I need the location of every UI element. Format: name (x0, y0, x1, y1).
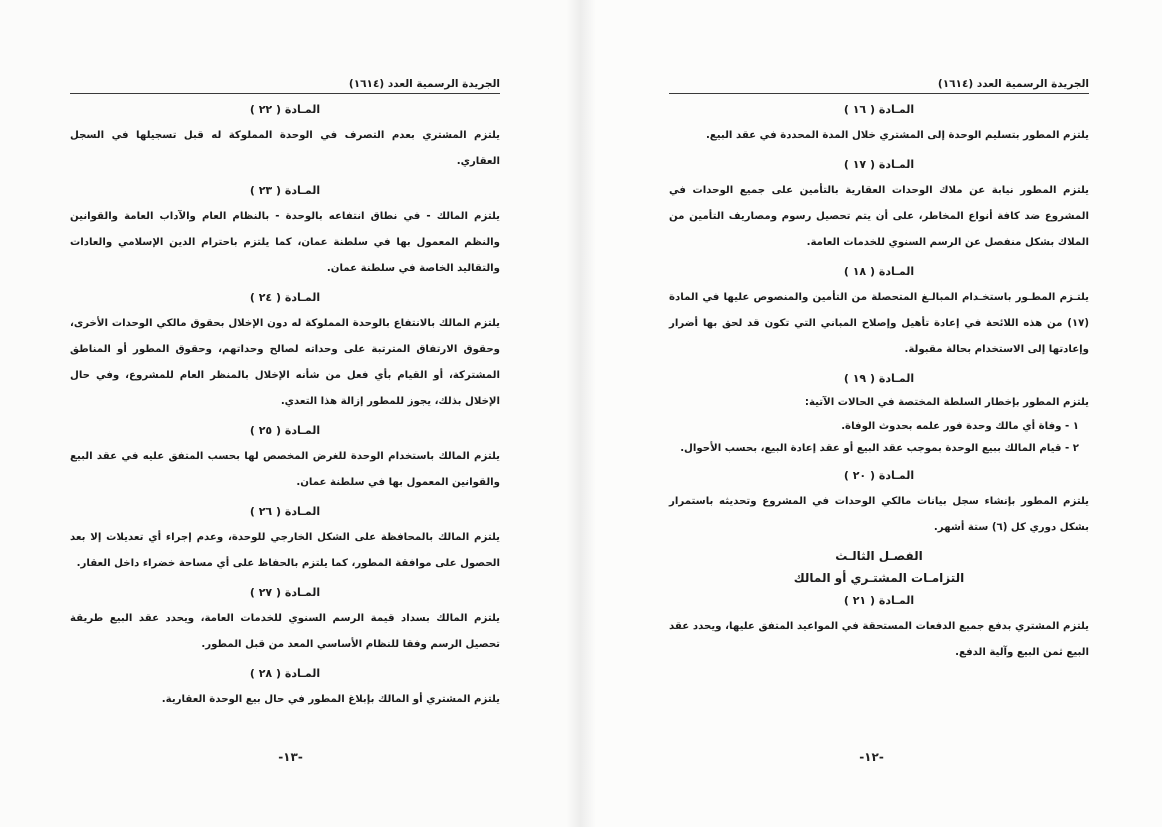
article-heading: المـادة ( ١٧ ) (843, 158, 915, 171)
chapter-heading: الفصـل الثالـث (835, 549, 923, 563)
article-text: يلتزم المطور بإنشاء سجل بيانات مالكي الوحدات في المشروع وتحديثه باستمرار بشكل دوري كل (٦) ستة أشهر. (669, 496, 1089, 533)
list-item: ١ - وفاة أي مالك وحدة فور علمه بحدوث الوفاة. (841, 421, 1079, 432)
article-text: يلتزم المالك - في نطاق انتفاعه بالوحدة - بالنظام العام والآداب العامة والقوانين والنظم المعمول بها في سلطنة عمان، كما يلتزم باحترام الدين الإسلامي والعادات والتقاليد الخاصة في سلطنة عمان. (70, 211, 500, 274)
article-text: يلتزم المشتري بعدم التصرف في الوحدة المملوكة له قبل تسجيلها في السجل العقاري. (70, 130, 500, 167)
article-heading: المـادة ( ٢١ ) (843, 594, 915, 607)
article-heading: المـادة ( ١٦ ) (843, 103, 915, 116)
article-heading: المـادة ( ١٩ ) (843, 372, 915, 385)
article-text: يلتزم المالك بسداد قيمة الرسم السنوي للخدمات العامة، ويحدد عقد البيع طريقة تحصيل الرسم وفقا للنظام الأساسي المعد من قبل المطور. (70, 613, 500, 650)
list-item: ٢ - قيام المالك ببيع الوحدة بموجب عقد البيع أو عقد إعادة البيع، بحسب الأحوال. (680, 443, 1079, 454)
article-heading: المـادة ( ١٨ ) (843, 265, 915, 278)
article-heading: المـادة ( ٢٣ ) (249, 184, 321, 197)
article-text: يلتزم المشتري بدفع جميع الدفعات المستحقة في المواعيد المتفق عليها، ويحدد عقد البيع ثمن البيع وآلية الدفع. (669, 621, 1089, 658)
article-text: يلتزم المالك بالانتفاع بالوحدة المملوكة له دون الإخلال بحقوق مالكي الوحدات الأخرى، وحقوق الارتفاق المترتبة على وحداته لصالح وحداتهم، وحقوق المطور أو المناطق المشتركة، أو القيام بأي فعل من شأنه الإخلال بالمنظر العام للمشروع، وفي حال الإخلال بذلك، يجوز للمطور إزالة هذا التعدي. (70, 318, 500, 407)
article-heading: المـادة ( ٢٥ ) (249, 424, 321, 437)
chapter-title: التزامـات المشتـري أو المالك (793, 571, 965, 585)
book-gutter (566, 0, 596, 827)
article-text: يلتزم المالك باستخدام الوحدة للغرض المخصص لها بحسب المتفق عليه في عقد البيع والقوانين المعمول بها في سلطنة عمان. (70, 451, 500, 488)
article-heading: المـادة ( ٢٦ ) (249, 505, 321, 518)
article-text: يلتزم المطور نيابة عن ملاك الوحدات العقارية بالتأمين على جميع الوحدات في المشروع ضد كافة أنواع المخاطر، على أن يتم تحصيل رسوم ومصاريف التأمين من الملاك بشكل منفصل عن الرسم السنوي للخدمات العامة. (669, 185, 1089, 248)
article-text: يلتـزم المطـور باستخـدام المبالـغ المتحصلة من التأمين والمنصوص عليها في المادة (١٧) من هذه اللائحة في إعادة تأهيل وإصلاح المباني التي تكون قد لحق بها أضرار وإعادتها إلى الاستخدام بحالة مقبولة. (669, 292, 1089, 355)
page-12 (581, 0, 1162, 827)
article-heading: المـادة ( ٢٢ ) (249, 103, 321, 116)
gazette-header: الجريدة الرسمية العدد (١٦١٤) (70, 78, 500, 94)
article-heading: المـادة ( ٢٨ ) (249, 667, 321, 680)
article-heading: المـادة ( ٢٠ ) (843, 469, 915, 482)
article-list (70, 103, 500, 713)
article-text: يلتزم المالك بالمحافظة على الشكل الخارجي للوحدة، وعدم إجراء أي تعديلات إلا بعد الحصول على موافقة المطور، كما يلتزم بالحفاظ على أي مساحة خضراء داخل العقار. (70, 532, 500, 569)
page-number: -١٢- (859, 750, 884, 764)
article-text: يلتزم المشتري أو المالك بإبلاغ المطور في حال بيع الوحدة العقارية. (161, 694, 500, 705)
page-13-content (70, 78, 500, 715)
article-text: يلتزم المطور بإخطار السلطة المختصة في الحالات الآتية: (804, 397, 1089, 408)
page-12-content (669, 78, 1089, 668)
gazette-header: الجريدة الرسمية العدد (١٦١٤) (669, 78, 1089, 94)
page-number: -١٣- (278, 750, 303, 764)
article-text: يلتزم المطور بتسليم الوحدة إلى المشتري خلال المدة المحددة في عقد البيع. (705, 130, 1089, 141)
article-heading: المـادة ( ٢٤ ) (249, 291, 321, 304)
article-heading: المـادة ( ٢٧ ) (249, 586, 321, 599)
